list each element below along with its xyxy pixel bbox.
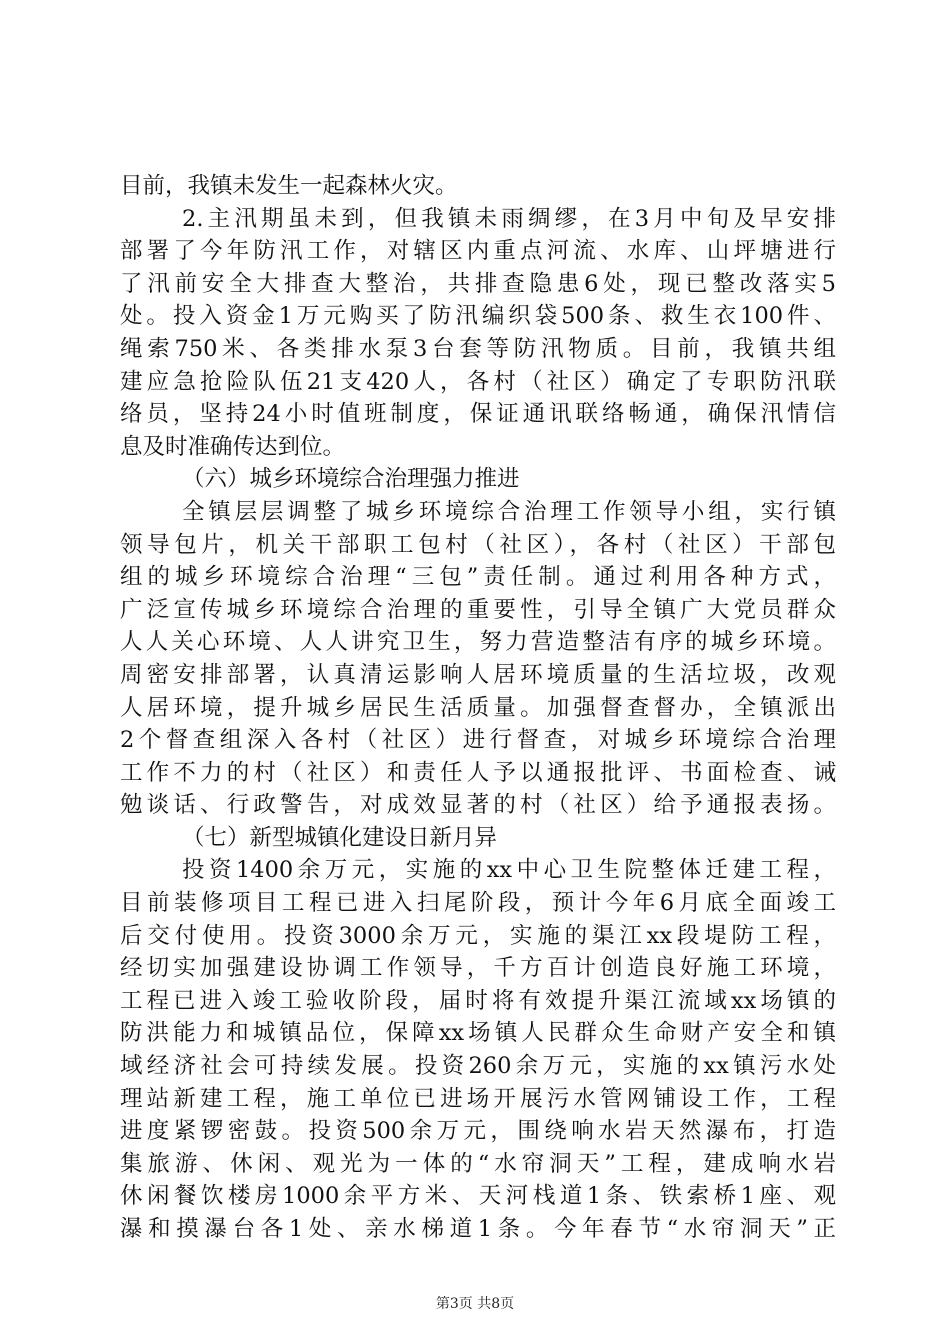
document-body <box>120 170 836 1246</box>
text-line: 集旅游、休闲、观光为一体的“水帘洞天”工程，建成响水岩 <box>120 1150 836 1177</box>
text-line: 领导包片，机关干部职工包村（社区），各村（社区）干部包 <box>120 531 836 558</box>
text-line: 工作不力的村（社区）和责任人予以通报批评、书面检查、诫 <box>120 759 836 786</box>
text-line: 周密安排部署，认真清运影响人居环境质量的生活垃圾，改观 <box>120 661 836 688</box>
text-line: 处。投入资金1万元购买了防汛编织袋500条、救生衣100件、 <box>120 303 836 330</box>
text-line: 目前，我镇未发生一起森林火灾。 <box>120 173 458 199</box>
text-line: 休闲餐饮楼房1000余平方米、天河栈道1条、铁索桥1座、观 <box>120 1183 836 1210</box>
text-line: （七）新型城镇化建设日新月异 <box>182 824 498 851</box>
text-line: 经切实加强建设协调工作领导，千方百计创造良好施工环境， <box>120 955 836 982</box>
text-line: 绳索750米、各类排水泵3台套等防汛物质。目前，我镇共组 <box>120 335 836 362</box>
text-line: 理站新建工程，施工单位已进场开展污水管网铺设工作，工程 <box>120 1085 836 1112</box>
text-line: 2个督查组深入各村（社区）进行督查，对城乡环境综合治理 <box>120 727 836 754</box>
text-line: 勉谈话、行政警告，对成效显著的村（社区）给予通报表扬。 <box>120 792 836 819</box>
text-line: 进度紧锣密鼓。投资500余万元，围绕响水岩天然瀑布，打造 <box>120 1118 836 1145</box>
text-line: 络员，坚持24小时值班制度，保证通讯联络畅通，确保汛情信 <box>120 401 836 428</box>
text-line: 了汛前安全大排查大整治，共排查隐患6处，现已整改落实5 <box>120 270 836 297</box>
text-line: 人人关心环境、人人讲究卫生，努力营造整洁有序的城乡环境。 <box>120 629 836 656</box>
text-line: 瀑和摸瀑台各1处、亲水梯道1条。今年春节“水帘洞天”正 <box>120 1216 836 1242</box>
text-line: 人居环境，提升城乡居民生活质量。加强督查督办，全镇派出 <box>120 694 836 721</box>
text-line: 全镇层层调整了城乡环境综合治理工作领导小组，实行镇 <box>182 498 836 525</box>
text-line: 投资1400余万元，实施的xx中心卫生院整体迁建工程， <box>182 857 836 884</box>
text-line: 工程已进入竣工验收阶段，届时将有效提升渠江流域xx场镇的 <box>120 987 836 1014</box>
text-line: （六）城乡环境综合治理强力推进 <box>182 466 520 493</box>
page-footer: 第3页 共8页 <box>435 1296 515 1312</box>
text-line: 防洪能力和城镇品位，保障xx场镇人民群众生命财产安全和镇 <box>120 1020 836 1047</box>
text-line: 部署了今年防汛工作，对辖区内重点河流、水库、山坪塘进行 <box>120 238 836 265</box>
text-line: 组的城乡环境综合治理“三包”责任制。通过利用各种方式， <box>120 564 836 591</box>
text-line: 息及时准确传达到位。 <box>120 433 346 460</box>
text-line: 广泛宣传城乡环境综合治理的重要性，引导全镇广大党员群众 <box>120 596 836 623</box>
text-line: 域经济社会可持续发展。投资260余万元，实施的xx镇污水处 <box>120 1053 836 1080</box>
text-line: 建应急抢险队伍21支420人，各村（社区）确定了专职防汛联 <box>120 368 836 395</box>
text-line: 目前装修项目工程已进入扫尾阶段，预计今年6月底全面竣工 <box>120 890 836 917</box>
text-line: 2.主汛期虽未到，但我镇未雨绸缪，在3月中旬及早安排 <box>182 205 836 232</box>
text-line: 后交付使用。投资3000余万元，实施的渠江xx段堤防工程， <box>120 922 836 949</box>
